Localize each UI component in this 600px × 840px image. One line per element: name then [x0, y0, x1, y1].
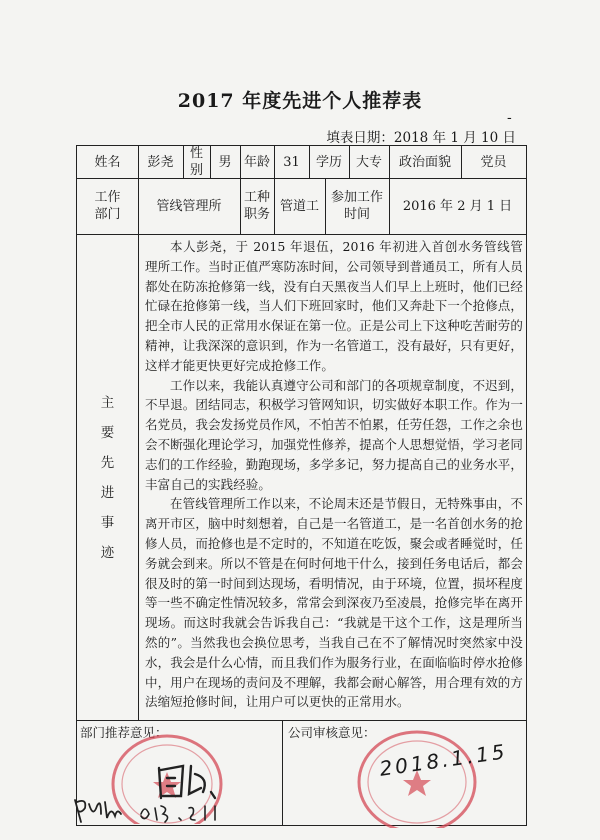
deeds-paragraph: 本人彭尧，于 2015 年退伍，2016 年初进入首创水务管线管理所工作。当时正值严寒防冻时间，公司领导到普通员工，所有人员都处在防冻抢修第一线，没有白天黑夜当人们早上上班时，他们已经忙碌在抢修第一线，当人们下班回家时，他们又奔赴下一个抢修点，把全市人民的正常用水保证在第一位。正是公司上下这种吃苦耐劳的精神，让我深深的意识到，作为一名管道工，没有最好，只有更好，这样才能更快更好完成抢修工作。	[145, 239, 524, 373]
deeds-label: 主要先进事迹	[100, 394, 115, 561]
name-value: 彭尧	[147, 154, 174, 170]
job-label: 工种职务	[243, 190, 270, 222]
politics-value: 党员	[480, 154, 507, 170]
education-value: 大专	[355, 154, 382, 170]
corner-mark: -	[507, 110, 512, 126]
fill-date: 填表日期：2018 年 1 月 10 日	[326, 130, 516, 146]
handwritten-date: 2018.1.15	[377, 739, 509, 781]
start-date-value: 2016 年 2 月 1 日	[402, 198, 513, 214]
company-seal	[349, 728, 489, 828]
department-value: 管线管理所	[156, 198, 222, 214]
name-label: 姓名	[94, 154, 121, 170]
dept-opinion-label: 部门推荐意见：	[80, 725, 168, 740]
politics-label: 政治面貌	[398, 154, 451, 170]
handwritten-signature	[71, 794, 241, 824]
age-value: 31	[283, 154, 300, 170]
gender-value: 男	[218, 154, 232, 170]
age-label: 年龄	[243, 154, 270, 170]
recommendation-form	[76, 145, 527, 826]
company-opinion-label: 公司审核意见：	[288, 725, 376, 740]
start-date-label: 参加工作时间	[330, 190, 383, 222]
form-title: 2017 年度先进个人推荐表	[177, 90, 423, 112]
education-label: 学历	[315, 154, 342, 170]
job-value: 管道工	[279, 198, 319, 214]
deeds-paragraph: 在管线管理所工作以来，不论周末还是节假日，无特殊事由，不离开市区，脑中时刻想着，自己是一名管道工，是一名首创水务的抢修人员，而抢修也是不定时的，不知道在吃饭，聚会或者睡觉时，任务就会到来。所以不管是在何时何地干什么，接到任务电话后，都会很及时的第一时间到达现场，看明情况，由于环境，位置，损坏程度等一些不确定性情况较多，常常会到深夜乃至凌晨，抢修完毕在离开现场。而这时我就会告诉我自己：“我就是干这个工作，这是理所当然的”。当然我也会换位思考，当我自己在不了解情况时突然家中没水，我会是什么心情，而且我们作为服务行业，在面临临时停水抢修中，用户在现场的责问及不理解，我都会耐心解答，用合理有效的方法缩短抢修时间，让用户可以更快的正常用水。	[145, 496, 524, 710]
deeds-text	[139, 235, 527, 712]
deeds-paragraph: 工作以来，我能认真遵守公司和部门的各项规章制度，不迟到，不早退。团结同志，积极学习管网知识，切实做好本职工作。作为一名党员，我会发扬党员作风，不怕苦不怕累，任劳任怨，工作之余也会不断强化理论学习，加强党性修养，提高个人思想觉悟，学习老同志们的工作经验，勤跑现场，多学多记，努力提高自己的业务水平，丰富自己的实践经验。	[145, 377, 524, 492]
gender-label: 性别	[189, 146, 203, 178]
department-label: 工作部门	[94, 190, 121, 222]
